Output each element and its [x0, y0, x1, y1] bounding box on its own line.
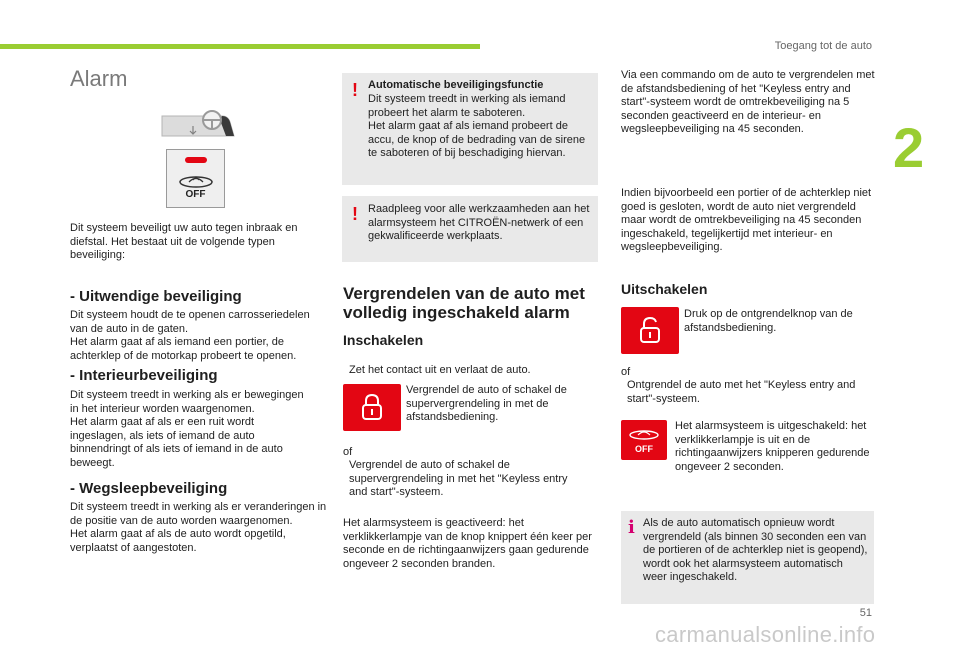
car-alarm-icon: [628, 428, 660, 440]
info-icon: i: [628, 517, 635, 538]
page-number: 51: [859, 607, 872, 619]
rearview-mirror-icon: [160, 108, 236, 138]
warning-icon: !: [352, 80, 358, 100]
alarm-off-indicator: [621, 420, 667, 460]
remote-lock-button: [343, 384, 401, 431]
alarm-indicator-light: [185, 157, 207, 163]
dashboard-illustration: [160, 108, 236, 138]
unlock-step-1-text: Druk op de ontgrendelknop van de afstandsbediening.: [684, 308, 853, 334]
tow-protection-heading: - Wegsleepbeveiliging: [70, 480, 228, 497]
locking-step-3: [343, 459, 583, 500]
unlock-or: of: [621, 366, 631, 378]
dealer-warning-text: Raadpleeg voor alle werkzaamheden aan het alarmsysteem het CITROËN-netwerk of een gekwalificeerde werkplaats.: [368, 203, 590, 242]
section-header: Toegang tot de auto: [774, 40, 872, 52]
interior-protection-heading: - Interieurbeveiliging: [70, 367, 218, 384]
locking-result-text: Het alarmsysteem is geactiveerd: het verklikkerlampje van de knop knippert één keer per seconde en de richtingaanwijzers gaan gedurende ongeveer 2 seconden branden.: [343, 517, 592, 570]
chapter-number: 2: [893, 116, 925, 179]
unlock-step-2-text: Ontgrendel de auto met het "Keyless entry and start"-systeem.: [627, 379, 856, 405]
auto-protect-text: Dit systeem treedt in werking als iemand probeert het alarm te saboteren. Het alarm gaat af als iemand probeert de accu, de knop of de bedrading van de sirene te saboteren of bij beschadiging hiervan.: [368, 93, 586, 159]
locking-step-1-text: Zet het contact uit en verlaat de auto.: [349, 364, 531, 376]
col3-paragraph-2: Indien bijvoorbeeld een portier of de achterklep niet goed is gesloten, wordt de auto niet vergrendeld maar wordt de omtrekbeveiliging na 45 seconden ingeschakeld, tegelijkertijd met interieur- en wegsleepbeveiliging.: [621, 187, 872, 253]
info-box: [621, 511, 874, 604]
locking-or: of: [343, 446, 353, 458]
auto-protect-title: Automatische beveiligingsfunctie: [368, 79, 544, 91]
unlock-result-text: Het alarmsysteem is uitgeschakeld: het verklikkerlampje is uit en de richtingaanwijzers knipperen gedurende ongeveer 2 seconden.: [675, 420, 870, 473]
intro-text: Dit systeem beveiligt uw auto tegen inbraak en diefstal. Het bestaat uit de volgende typen beveiliging:: [70, 222, 298, 261]
warning-icon: !: [352, 204, 358, 224]
dealer-warning-box: [342, 196, 598, 262]
alarm-button: [166, 149, 225, 208]
col3-paragraph-1: Via een commando om de auto te vergrendelen met de afstandsbediening of het "Keyless entry and start"-systeem wordt de omtrekbeveiliging na 5 seconden geactiveerd en de interieur- en wegsleepbeveiliging na 45 seconden.: [621, 69, 875, 135]
page-title: Alarm: [70, 66, 128, 91]
padlock-closed-icon: [361, 393, 383, 421]
alarm-off-label: OFF: [185, 189, 206, 200]
outer-protection-heading: - Uitwendige beveiliging: [70, 288, 242, 305]
header-accent-bar: [0, 44, 480, 49]
locking-step-3-text: Vergrendel de auto of schakel de supervergrendeling in met het "Keyless entry and start"-systeem.: [349, 459, 568, 498]
unlock-step-2: [621, 379, 876, 406]
alarm-off-indicator-label: OFF: [635, 444, 653, 454]
unlock-step-1: [678, 308, 876, 335]
auto-protect-warning-box: [342, 73, 598, 185]
interior-protection-text: Dit systeem treedt in werking als er bewegingen in het interieur worden waargenomen. Het alarm gaat af als er een ruit wordt ingeslagen, als iets of iemand de auto binnendringt of als iets of iemand in de auto beweegt.: [70, 389, 304, 469]
padlock-open-icon: [639, 316, 661, 344]
activate-heading: Inschakelen: [343, 332, 424, 348]
tow-protection-text: Dit systeem treedt in werking als er veranderingen in de positie van de auto worden waargenomen. Het alarm gaat af als de auto wordt opgetild, verplaatst of aangestoten.: [70, 501, 327, 554]
deactivate-heading: Uitschakelen: [621, 281, 708, 297]
locking-step-2-text: Vergrendel de auto of schakel de supervergrendeling in met de afstandsbediening.: [406, 384, 567, 423]
watermark: carmanualsonline.info: [655, 622, 876, 647]
outer-protection-text: Dit systeem houdt de te openen carrosseriedelen van de auto in de gaten. Het alarm gaat af als iemand een portier, de achterklep of de motorkap probeert te openen.: [70, 309, 310, 362]
locking-step-2: [400, 384, 598, 425]
info-text: Als de auto automatisch opnieuw wordt vergrendeld (als binnen 30 seconden een van de portieren of de achterklep niet is geopend), wordt ook het alarmsysteem automatisch weer ingeschakeld.: [643, 517, 868, 583]
locking-step-1: [343, 364, 598, 378]
car-alarm-icon: [178, 174, 214, 188]
locking-heading: Vergrendelen van de auto met volledig ingeschakeld alarm: [343, 284, 585, 322]
remote-unlock-button: [621, 307, 679, 354]
